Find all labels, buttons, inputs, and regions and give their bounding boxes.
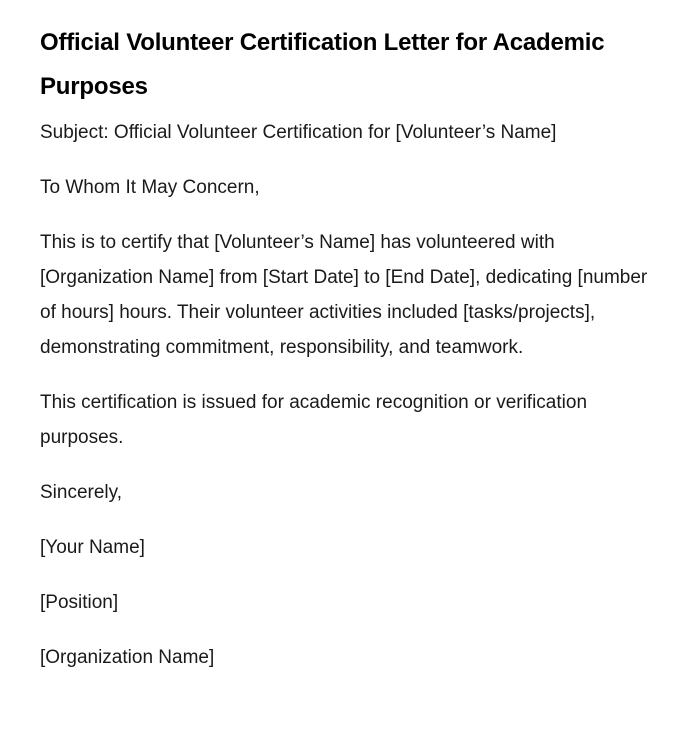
signature-organization: [Organization Name] bbox=[40, 647, 215, 668]
closing: Sincerely, bbox=[40, 482, 123, 503]
letter-title: Official Volunteer Certification Letter for Academic Purposes bbox=[40, 29, 605, 100]
subject-line: Subject: Official Volunteer Certification for [Volunteer’s Name] bbox=[40, 122, 557, 143]
body-paragraph-purpose: This certification is issued for academic recognition or verification purposes. bbox=[40, 392, 588, 448]
salutation: To Whom It May Concern, bbox=[40, 177, 260, 198]
signature-name: [Your Name] bbox=[40, 537, 145, 558]
signature-position: [Position] bbox=[40, 592, 119, 613]
body-paragraph-certification: This is to certify that [Volunteer’s Name] has volunteered with [Organization Name] from [Start Date] to [End Date], dedicating [number of hours] hours. Their volunteer activities included [tasks/projects], demonstrating commitment, responsibility, and teamwork. bbox=[40, 232, 648, 358]
